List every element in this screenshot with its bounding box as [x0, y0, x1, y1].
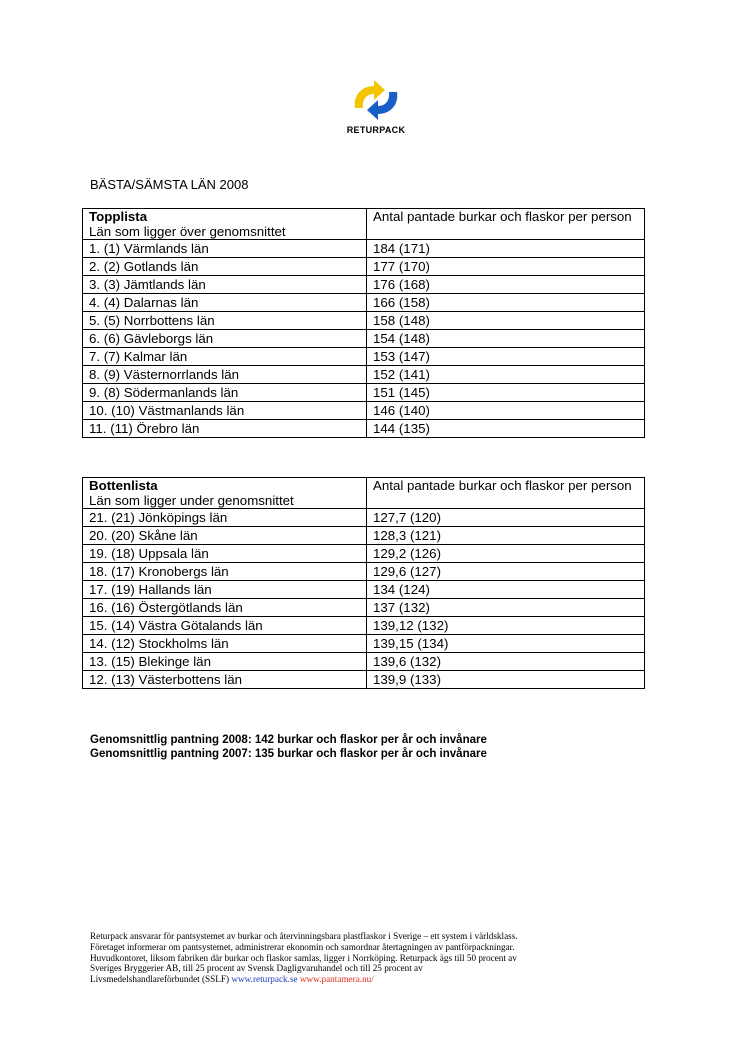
county-cell: 21. (21) Jönköpings län — [83, 509, 367, 527]
header-cell-value: Antal pantade burkar och flaskor per person — [367, 478, 645, 509]
value-cell: 177 (170) — [367, 258, 645, 276]
value-cell: 139,9 (133) — [367, 671, 645, 689]
table-row — [83, 402, 645, 420]
county-cell: 7. (7) Kalmar län — [83, 348, 367, 366]
bottom-list-table — [82, 477, 645, 689]
footer-line: Företaget informerar om pantsystemet, administrerar ekonomin och samordnar återtagningen av pantförpackningar. — [90, 941, 515, 952]
value-cell: 176 (168) — [367, 276, 645, 294]
header-cell-county — [83, 478, 367, 509]
header-cell-county — [83, 209, 367, 240]
logo-text: RETURPACK — [346, 125, 406, 135]
table-row — [83, 276, 645, 294]
summary-line-2007: Genomsnittlig pantning 2007: 135 burkar och flaskor per år och invånare — [90, 748, 487, 760]
header-cell-value: Antal pantade burkar och flaskor per person — [367, 209, 645, 240]
footer-line-text: Livsmedelshandlareförbundet (SSLF) — [90, 974, 232, 985]
table-row — [83, 545, 645, 563]
value-cell: 127,7 (120) — [367, 509, 645, 527]
table-header-row — [83, 478, 645, 509]
value-cell: 137 (132) — [367, 599, 645, 617]
summary-block — [90, 733, 487, 761]
county-cell: 9. (8) Södermanlands län — [83, 384, 367, 402]
table-row — [83, 258, 645, 276]
table-subtitle: Län som ligger under genomsnittet — [89, 493, 294, 508]
returpack-link[interactable]: www.returpack.se — [231, 974, 298, 985]
table-subtitle: Län som ligger över genomsnittet — [89, 224, 286, 239]
county-cell: 18. (17) Kronobergs län — [83, 563, 367, 581]
table-row — [83, 599, 645, 617]
county-cell: 11. (11) Örebro län — [83, 420, 367, 438]
county-cell: 3. (3) Jämtlands län — [83, 276, 367, 294]
value-cell: 153 (147) — [367, 348, 645, 366]
county-cell: 16. (16) Östergötlands län — [83, 599, 367, 617]
county-cell: 8. (9) Västernorrlands län — [83, 366, 367, 384]
county-cell: 14. (12) Stockholms län — [83, 635, 367, 653]
value-cell: 139,6 (132) — [367, 653, 645, 671]
county-cell: 13. (15) Blekinge län — [83, 653, 367, 671]
value-cell: 144 (135) — [367, 420, 645, 438]
table-header-row — [83, 209, 645, 240]
county-cell: 19. (18) Uppsala län — [83, 545, 367, 563]
value-cell: 134 (124) — [367, 581, 645, 599]
value-cell: 152 (141) — [367, 366, 645, 384]
county-cell: 12. (13) Västerbottens län — [83, 671, 367, 689]
page-title: BÄSTA/SÄMSTA LÄN 2008 — [90, 177, 249, 192]
county-cell: 5. (5) Norrbottens län — [83, 312, 367, 330]
returpack-logo — [338, 78, 414, 135]
footer-text — [90, 931, 670, 985]
table-row — [83, 294, 645, 312]
table-row — [83, 420, 645, 438]
pantamera-link[interactable]: www.pantamera.nu/ — [299, 974, 374, 985]
value-cell: 184 (171) — [367, 240, 645, 258]
table-title: Topplista — [89, 209, 148, 224]
table-row — [83, 509, 645, 527]
value-cell: 139,12 (132) — [367, 617, 645, 635]
table-row — [83, 384, 645, 402]
county-cell: 2. (2) Gotlands län — [83, 258, 367, 276]
value-cell: 128,3 (121) — [367, 527, 645, 545]
table-row — [83, 366, 645, 384]
table-row — [83, 617, 645, 635]
table-row — [83, 581, 645, 599]
value-cell: 139,15 (134) — [367, 635, 645, 653]
top-list-table — [82, 208, 645, 438]
value-cell: 154 (148) — [367, 330, 645, 348]
county-cell: 10. (10) Västmanlands län — [83, 402, 367, 420]
table-row — [83, 527, 645, 545]
table-row — [83, 312, 645, 330]
footer-line: Sveriges Bryggerier AB, till 25 procent av Svensk Dagligvaruhandel och till 25 procent av — [90, 963, 423, 974]
table-row — [83, 653, 645, 671]
county-cell: 4. (4) Dalarnas län — [83, 294, 367, 312]
county-cell: 17. (19) Hallands län — [83, 581, 367, 599]
table-row — [83, 671, 645, 689]
table-title: Bottenlista — [89, 478, 158, 493]
table-row — [83, 348, 645, 366]
table-row — [83, 563, 645, 581]
table-row — [83, 635, 645, 653]
table-row — [83, 240, 645, 258]
recycle-arrows-icon — [347, 78, 405, 122]
value-cell: 129,6 (127) — [367, 563, 645, 581]
county-cell: 15. (14) Västra Götalands län — [83, 617, 367, 635]
table-row — [83, 330, 645, 348]
value-cell: 158 (148) — [367, 312, 645, 330]
value-cell: 166 (158) — [367, 294, 645, 312]
value-cell: 146 (140) — [367, 402, 645, 420]
value-cell: 129,2 (126) — [367, 545, 645, 563]
footer-line — [90, 974, 670, 985]
county-cell: 20. (20) Skåne län — [83, 527, 367, 545]
summary-line-2008: Genomsnittlig pantning 2008: 142 burkar och flaskor per år och invånare — [90, 734, 487, 746]
county-cell: 1. (1) Värmlands län — [83, 240, 367, 258]
footer-line: Returpack ansvarar för pantsystemet av burkar och återvinningsbara plastflaskor i Sverige – ett system i världsklass. — [90, 931, 518, 941]
county-cell: 6. (6) Gävleborgs län — [83, 330, 367, 348]
footer-line: Huvudkontoret, liksom fabriken där burkar och flaskor samlas, ligger i Norrköping. Returpack ägs till 50 procent av — [90, 952, 517, 963]
value-cell: 151 (145) — [367, 384, 645, 402]
